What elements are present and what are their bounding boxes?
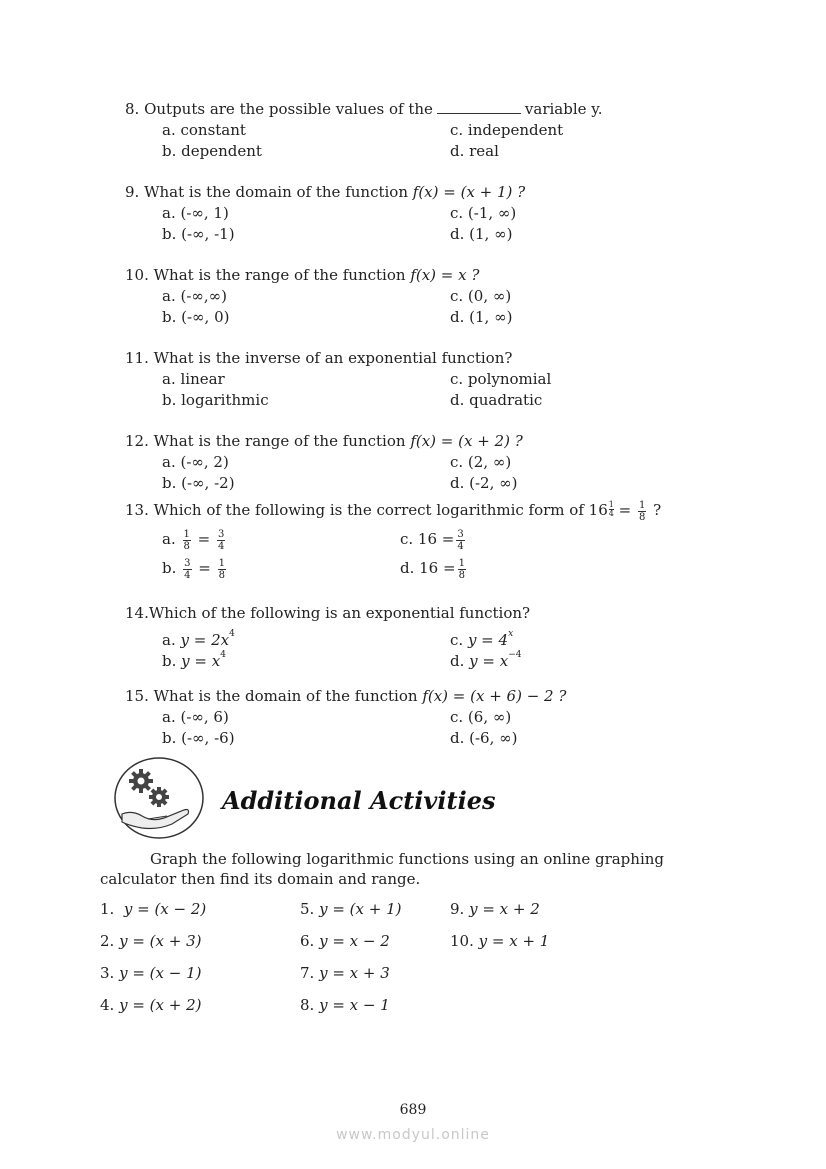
q10-option-a: a. (-∞,∞) (162, 287, 228, 305)
q10-stem: 10. What is the range of the function f(x) = x ? (125, 266, 480, 284)
list-item: 4. y = (x + 2) (100, 996, 202, 1014)
q14-stem: 14.Which of the following is an exponential function? (125, 604, 531, 622)
list-item: 9. y = x + 2 (450, 900, 540, 918)
list-item: 6. y = x − 2 (300, 932, 390, 950)
q8-option-c: c. independent (450, 121, 564, 139)
section-title: Additional Activities (222, 786, 496, 815)
q8-option-d: d. real (450, 142, 499, 160)
list-item: 10. y = x + 1 (450, 932, 550, 950)
list-item: 7. y = x + 3 (300, 964, 390, 982)
list-item: 3. y = (x − 1) (100, 964, 202, 982)
q14-option-c: c. $y = 4^x$ (450, 629, 514, 649)
q13-option-b: b. $\frac{3}{4}$ = $\frac{1}{8}$ (162, 557, 226, 581)
q15-option-d: d. (-6, ∞) (450, 729, 518, 747)
q12-function: f(x) = (x + 2) ? (410, 432, 523, 450)
instructions-line-2: calculator then find its domain and range. (100, 870, 421, 888)
answer-blank (437, 101, 521, 114)
q12-option-d: d. (-2, ∞) (450, 474, 518, 492)
q15-option-a: a. (-∞, 6) (162, 708, 229, 726)
q13-option-a: a. $\frac{1}{8}$ = $\frac{3}{4}$ (162, 528, 225, 552)
q15-function: f(x) = (x + 6) − 2 ? (422, 687, 567, 705)
q14-option-a: a. $y = 2x^4$ (162, 629, 235, 649)
list-item: 1. y = (x − 2) (100, 900, 207, 918)
q15-option-b: b. (-∞, -6) (162, 729, 235, 747)
q13-exponent: $\frac{1}{4}$ (608, 500, 614, 518)
list-item: 2. y = (x + 3) (100, 932, 202, 950)
q13-stem: 13. Which of the following is the correct logarithmic form of 16 $\frac{1}{4}$ = $\frac{1}{8}$ ? (125, 499, 662, 523)
small-gear-icon (149, 787, 169, 807)
q10-function: f(x) = x ? (410, 266, 480, 284)
q9-option-c: c. (-1, ∞) (450, 204, 517, 222)
q8-option-b: b. dependent (162, 142, 262, 160)
q14-option-b: b. $y = x^4$ (162, 650, 226, 670)
q9-stem: 9. What is the domain of the function f(x) = (x + 1) ? (125, 183, 526, 201)
q9-option-d: d. (1, ∞) (450, 225, 513, 243)
q9-function: f(x) = (x + 1) ? (412, 183, 526, 201)
gears-in-hand-icon (112, 756, 206, 840)
q11-option-d: d. quadratic (450, 391, 543, 409)
q11-stem: 11. What is the inverse of an exponential function? (125, 349, 513, 367)
q14-option-d: d. $y = x^{-4}$ (450, 650, 522, 670)
q15-option-c: c. (6, ∞) (450, 708, 512, 726)
q12-option-a: a. (-∞, 2) (162, 453, 229, 471)
q12-stem: 12. What is the range of the function f(x) = (x + 2) ? (125, 432, 523, 450)
q10-option-c: c. (0, ∞) (450, 287, 512, 305)
q12-option-b: b. (-∞, -2) (162, 474, 235, 492)
q12-option-c: c. (2, ∞) (450, 453, 512, 471)
q13-option-d: d. 16 = $\frac{1}{8}$ (400, 557, 465, 581)
q11-option-b: b. logarithmic (162, 391, 269, 409)
q8-stem: 8. Outputs are the possible values of the variable y. (125, 100, 603, 118)
q10-option-b: b. (-∞, 0) (162, 308, 230, 326)
watermark: www.modyul.online (336, 1127, 490, 1143)
q13-option-c: c. 16 = $\frac{3}{4}$ (400, 528, 464, 552)
list-item: 5. y = (x + 1) (300, 900, 402, 918)
q15-stem: 15. What is the domain of the function f(x) = (x + 6) − 2 ? (125, 687, 567, 705)
instructions-line-1: Graph the following logarithmic functions using an online graphing (150, 850, 664, 868)
q10-option-d: d. (1, ∞) (450, 308, 513, 326)
q9-option-b: b. (-∞, -1) (162, 225, 235, 243)
page-number: 689 (399, 1102, 427, 1118)
q8-option-a: a. constant (162, 121, 246, 139)
large-gear-icon (129, 769, 153, 793)
q11-option-c: c. polynomial (450, 370, 552, 388)
q9-option-a: a. (-∞, 1) (162, 204, 229, 222)
q11-option-a: a. linear (162, 370, 225, 388)
list-item: 8. y = x − 1 (300, 996, 390, 1014)
